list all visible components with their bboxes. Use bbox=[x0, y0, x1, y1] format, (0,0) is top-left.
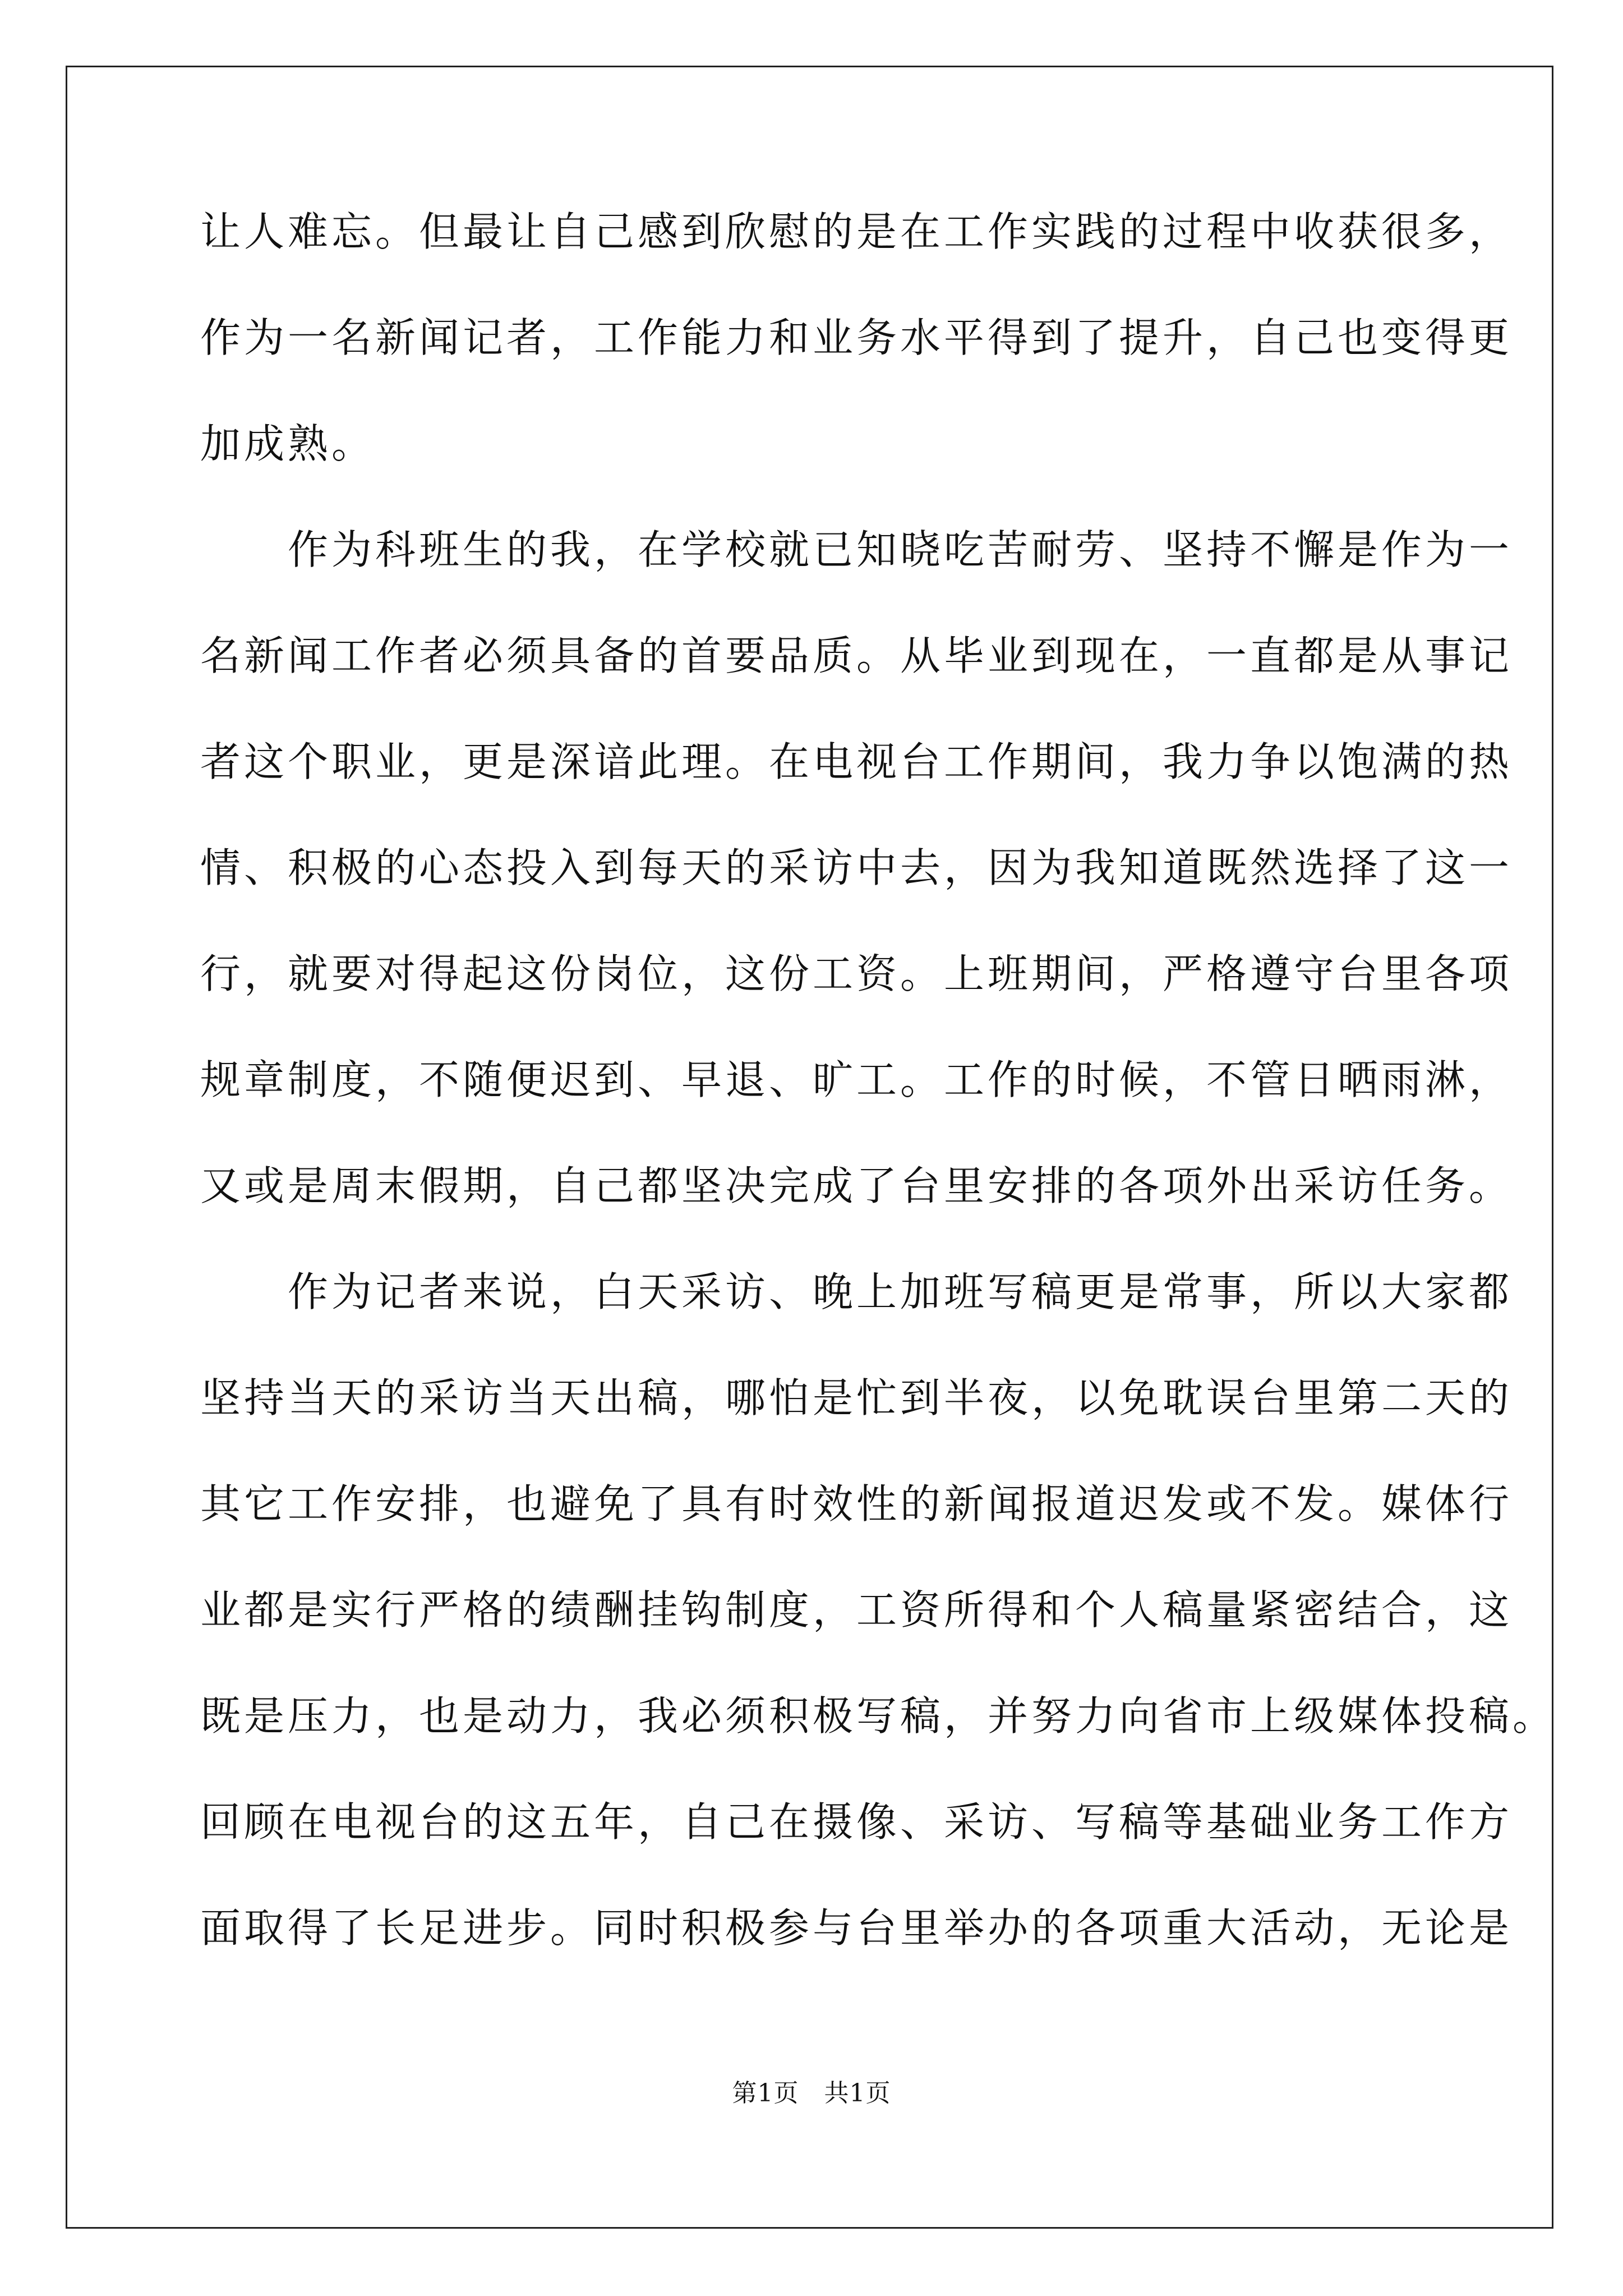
text-line: 其它工作安排，也避免了具有时效性的新闻报道迟发或不发。媒体行 bbox=[200, 1480, 1513, 1527]
page-footer: 第1页 共1页 bbox=[732, 2079, 891, 2108]
text-line: 行，就要对得起这份岗位，这份工资。上班期间，严格遵守台里各项 bbox=[200, 950, 1513, 997]
text-line: 作为记者来说，白天采访、晚上加班写稿更是常事，所以大家都 bbox=[200, 1268, 1513, 1315]
text-line: 情、积极的心态投入到每天的采访中去，因为我知道既然选择了这一 bbox=[200, 844, 1513, 891]
text-line: 又或是周末假期，自己都坚决完成了台里安排的各项外出采访任务。 bbox=[200, 1162, 1513, 1209]
text-line: 规章制度，不随便迟到、早退、旷工。工作的时候，不管日晒雨淋， bbox=[200, 1056, 1513, 1103]
text-line: 回顾在电视台的这五年，自己在摄像、采访、写稿等基础业务工作方 bbox=[200, 1798, 1513, 1846]
text-line: 坚持当天的采访当天出稿，哪怕是忙到半夜，以免耽误台里第二天的 bbox=[200, 1374, 1513, 1421]
text-line: 者这个职业，更是深谙此理。在电视台工作期间，我力争以饱满的热 bbox=[200, 738, 1513, 785]
text-line: 业都是实行严格的绩酬挂钩制度，工资所得和个人稿量紧密结合，这 bbox=[200, 1586, 1513, 1634]
text-line: 作为科班生的我，在学校就已知晓吃苦耐劳、坚持不懈是作为一 bbox=[200, 526, 1513, 573]
text-line: 面取得了长足进步。同时积极参与台里举办的各项重大活动，无论是 bbox=[200, 1904, 1513, 1952]
text-line: 作为一名新闻记者，工作能力和业务水平得到了提升，自己也变得更 bbox=[200, 314, 1513, 361]
text-line: 让人难忘。但最让自己感到欣慰的是在工作实践的过程中收获很多， bbox=[200, 208, 1513, 255]
text-line: 既是压力，也是动力，我必须积极写稿，并努力向省市上级媒体投稿。 bbox=[200, 1692, 1557, 1740]
text-line: 名新闻工作者必须具备的首要品质。从毕业到现在，一直都是从事记 bbox=[200, 632, 1513, 679]
text-line: 加成熟。 bbox=[200, 420, 376, 467]
